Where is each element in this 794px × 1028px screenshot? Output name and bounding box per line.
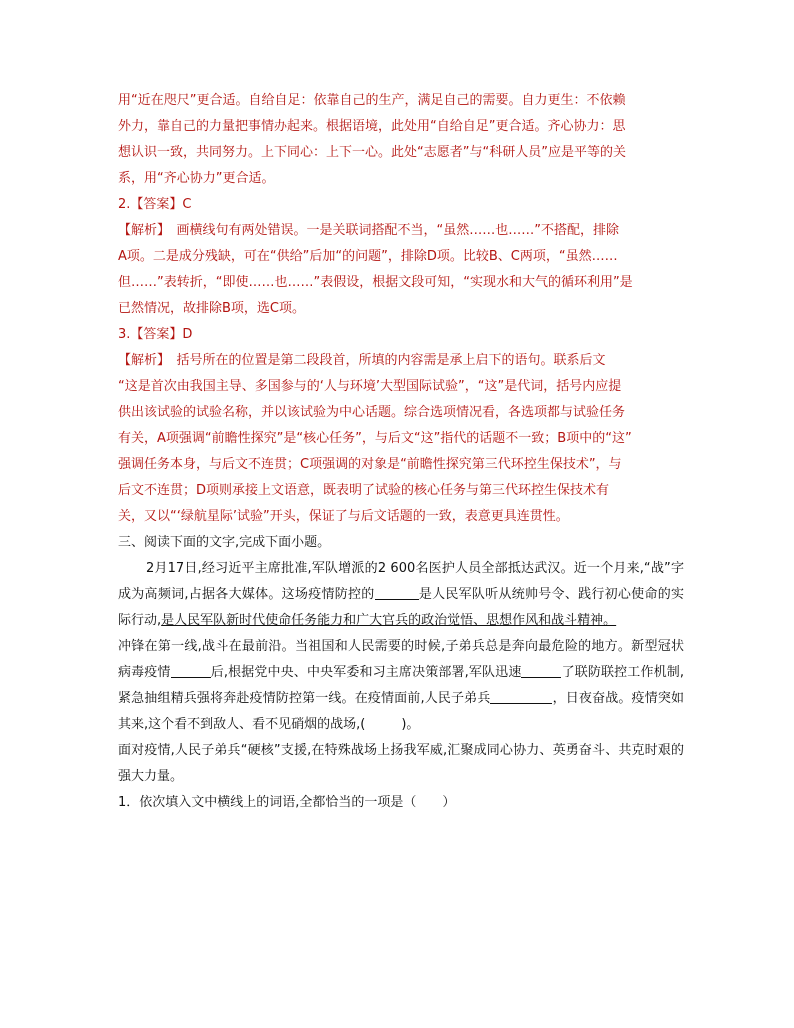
passage-text: 是人民军队听从统帅号令、践行初心使命的实际行动, [118,587,684,628]
answer-label: 2.【答案】C [118,197,192,212]
question-3-answer [118,322,684,530]
passage-text: 后,根据党中央、中央军委和习主席决策部署,军队迅速 [210,665,522,680]
text-line: 外力，靠自己的力量把事情办起来。根据语境，此处用“自给自足”更合适。齐心协力：思 [118,119,626,134]
analysis-line: “这是首次由我国主导、多国参与的‘人与环境’大型国际试验”，“这”是代词，括号内应提 [118,379,622,394]
question-1 [118,790,684,816]
analysis-line: 强调任务本身，与后文不连贯；C项强调的对象是“前瞻性探究第三代环控生保技术”，与 [118,457,622,472]
passage-text: 2月17日,经习近平主席批准,军队增派的2 600名医护人员全部抵达武汉。近一个月来,“战”字成为高频词,占据各大媒体。这场疫情防控的 [118,561,684,602]
underlined-sentence: 是人民军队新时代使命任务能力和广大官兵的政治觉悟、思想作风和战斗精神。 [161,613,617,628]
passage-text: 冲锋在第一线,战斗在最前沿。当祖国和人民需要的时候,子弟兵总是奔向最危险的地方。新型冠状病毒疫情 [118,639,684,680]
analysis-line: 已然情况，故排除B项，选C项。 [118,301,305,316]
passage-text: 面对疫情,人民子弟兵“硬核”支援,在特殊战场上扬我军威,汇聚成同心协力、英勇奋斗、共克时艰的强大力量。 [118,743,684,784]
fill-blank[interactable] [171,663,211,678]
question-text: 1．依次填入文中横线上的词语,全都恰当的一项是（ ） [118,795,456,810]
section-heading: 三、阅读下面的文字,完成下面小题。 [118,535,331,550]
analysis-line: 【解析】 括号所在的位置是第二段段首，所填的内容需是承上启下的语句。联系后文 [118,353,606,368]
passage-paragraph-1 [118,556,684,634]
fill-blank[interactable] [521,663,561,678]
text-line: 系，用“齐心协力”更合适。 [118,171,275,186]
passage-paragraph-2 [118,634,684,738]
answer-label: 3.【答案】D [118,327,193,342]
analysis-line: 但……”表转折，“即使……也……”表假设，根据文段可知，“实现水和大气的循环利用”是 [118,275,633,290]
passage-text: )。 [401,717,420,732]
passage-paragraph-3 [118,738,684,790]
fill-blank[interactable] [490,689,552,704]
analysis-line: 供出该试验的试验名称，并以该试验为中心话题。综合选项情况看，各选项都与试验任务 [118,405,626,420]
fill-blank[interactable] [375,585,419,600]
previous-analysis-continued [118,88,684,192]
passage-text: ，日夜奋战。疫情突如其来,这个看不到敌人、看不见硝烟的战场,( [118,691,684,732]
text-line: 用“近在咫尺”更合适。自给自足：依靠自己的生产，满足自己的需要。自力更生：不依赖 [118,93,626,108]
analysis-line: 关，又以“‘绿航星际’试验”开头，保证了与后文话题的一致，表意更具连贯性。 [118,509,569,524]
analysis-line: A项。二是成分残缺，可在“供给”后加“的问题”，排除D项。比较B、C两项，“虽然…… [118,249,618,264]
analysis-line: 有关，A项强调“前瞻性探究”是“核心任务”，与后文“这”指代的话题不一致；B项中的“这” [118,431,632,446]
analysis-line: 【解析】 画横线句有两处错误。一是关联词搭配不当，“虽然……也……”不搭配，排除 [118,223,619,238]
text-line: 想认识一致，共同努力。上下同心：上下一心。此处“志愿者”与“科研人员”应是平等的关 [118,145,626,160]
question-2-answer [118,192,684,322]
passage-text: 了联防联控工作机制,紧急抽组精兵强将奔赴疫情防控第一线。在疫情面前,人民子弟兵 [118,665,684,706]
document-page [118,88,684,816]
reading-section-3 [118,530,684,816]
analysis-line: 后文不连贯；D项则承接上文语意，既表明了试验的核心任务与第三代环控生保技术有 [118,483,610,498]
